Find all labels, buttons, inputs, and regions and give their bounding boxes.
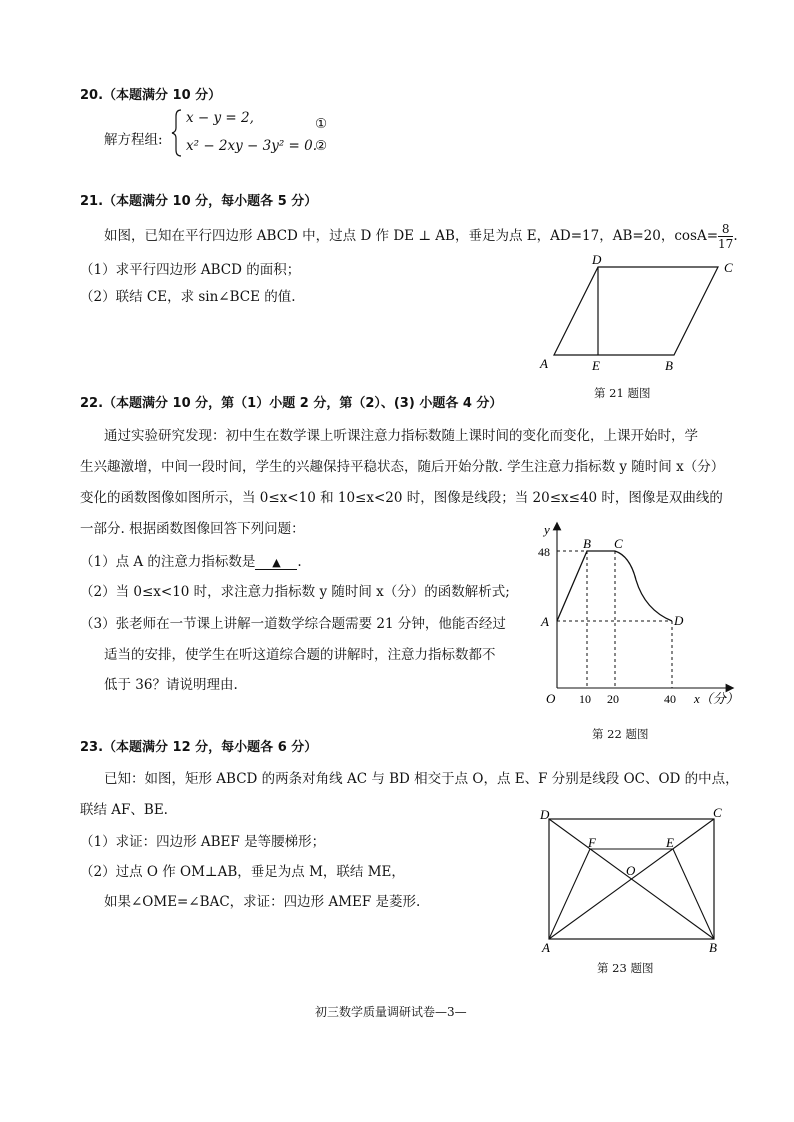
q21-stem [104, 222, 738, 251]
q22-part1-end: . [297, 554, 302, 570]
line-segments [557, 551, 615, 621]
label-c: C [614, 536, 623, 551]
label-b: B [583, 536, 591, 551]
q22-line4: 一部分. 根据函数图像回答下列问题： [80, 521, 305, 537]
q22-part3-a: （3）张老师在一节课上讲解一道数学综合题需要 21 分钟，他能否经过 [80, 616, 506, 632]
q23-title: 23.（本题满分 12 分，每小题各 6 分） [80, 740, 318, 755]
q22-line3: 变化的函数图像如图所示，当 0≤x<10 和 10≤x<20 时，图像是线段；当 20≤x≤40 时，图像是双曲线的 [80, 490, 723, 506]
q20-title: 20.（本题满分 10 分） [80, 88, 222, 103]
q23-line2: 联结 AF、BE. [80, 802, 168, 818]
label-f: F [588, 835, 596, 850]
q23-part1: （1）求证：四边形 ABEF 是等腰梯形； [80, 834, 326, 850]
q21-cos-fraction [718, 222, 733, 251]
guide-lines [557, 551, 672, 688]
system-brace [170, 108, 184, 158]
q21-figure [530, 250, 750, 380]
parallelogram-abcd [554, 267, 718, 355]
x-axis-label: x（分） [694, 691, 739, 706]
label-b: B [665, 358, 673, 373]
tick-10: 10 [579, 692, 591, 706]
q20-eq1: x − y = 2, [186, 110, 254, 126]
label-o: O [626, 863, 636, 878]
q21-stem-end: . [733, 228, 738, 244]
q20-mark1: ① [315, 116, 328, 132]
q22-caption: 第 22 题图 [592, 727, 649, 741]
label-d: D [540, 807, 550, 822]
label-d: D [592, 252, 602, 267]
label-e: E [592, 358, 600, 373]
q22-title: 22.（本题满分 10 分，第（1）小题 2 分，第（2）、(3) 小题各 4 分） [80, 396, 503, 411]
q22-graph [530, 518, 750, 713]
figure-segments [549, 819, 714, 939]
answer-blank: ▲ [255, 556, 297, 570]
q22-line2: 生兴趣激增，中间一段时间，学生的兴趣保持平稳状态，随后开始分散. 学生注意力指标数 y 随时间 x（分） [80, 459, 725, 475]
q22-part1-text: （1）点 A 的注意力指标数是 [80, 554, 256, 570]
label-a: A [540, 356, 548, 371]
q22-part3-c: 低于 36？请说明理由. [104, 677, 238, 693]
label-e: E [666, 835, 674, 850]
q22-part1 [80, 550, 302, 570]
frac-denominator: 17 [718, 237, 734, 251]
tick-20: 20 [607, 692, 619, 706]
q21-title: 21.（本题满分 10 分，每小题各 5 分） [80, 194, 318, 209]
label-a: A [541, 614, 549, 629]
label-c: C [724, 260, 733, 275]
tick-40: 40 [664, 692, 676, 706]
q21-part1: （1）求平行四边形 ABCD 的面积； [80, 262, 301, 278]
q22-part2: （2）当 0≤x<10 时，求注意力指标数 y 随时间 x（分）的函数解析式; [80, 584, 510, 600]
hyperbola-curve [615, 551, 672, 621]
q22-line1: 通过实验研究发现：初中生在数学课上听课注意力指标数随上课时间的变化而变化，上课开始时，学 [104, 428, 698, 444]
tick-48: 48 [538, 545, 550, 559]
q23-part2-b: 如果∠OME=∠BAC，求证：四边形 AMEF 是菱形. [104, 894, 421, 910]
y-axis-label: y [544, 522, 550, 537]
q23-caption: 第 23 题图 [597, 961, 654, 975]
q21-caption: 第 21 题图 [594, 386, 651, 400]
q21-part2: （2）联结 CE，求 sin∠BCE 的值. [80, 289, 296, 305]
q23-part2: （2）过点 O 作 OM⊥AB，垂足为点 M，联结 ME， [80, 864, 405, 880]
q22-part3-b: 适当的安排，使学生在听这道综合题的讲解时，注意力指标数都不 [104, 647, 496, 663]
label-a: A [542, 940, 550, 955]
q20-mark2: ② [315, 138, 328, 154]
label-c: C [713, 805, 722, 820]
q20-eq2: x² − 2xy − 3y² = 0. [186, 138, 318, 154]
origin-label: O [546, 691, 556, 706]
label-b: B [709, 940, 717, 955]
frac-numerator: 8 [718, 222, 733, 237]
page-footer: 初三数学质量调研试卷—3— [315, 1005, 467, 1019]
q20-prompt: 解方程组: [104, 132, 163, 148]
q21-stem-text: 如图，已知在平行四边形 ABCD 中，过点 D 作 DE ⊥ AB，垂足为点 E，AD=17，AB=20，cosA= [104, 228, 719, 244]
q23-figure [535, 805, 730, 955]
label-d: D [674, 613, 684, 628]
q23-line1: 已知：如图，矩形 ABCD 的两条对角线 AC 与 BD 相交于点 O，点 E、F 分别是线段 OC、OD 的中点， [104, 771, 739, 787]
